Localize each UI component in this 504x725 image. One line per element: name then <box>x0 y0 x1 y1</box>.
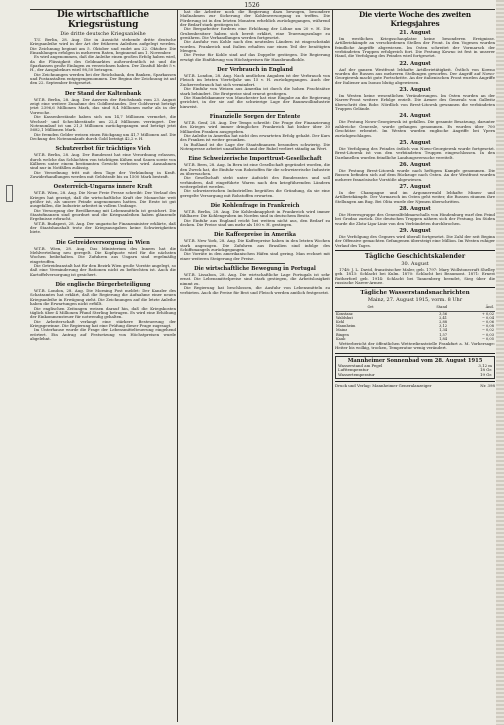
item-value: 18 Gr. <box>480 367 492 373</box>
paragraph: W.T.B. Berlin, 28. Aug. Der Ausweis der Reichsbank vom 23. August zeigt eine weitere Zunahme des Goldbestandes. Der Goldvorrat beträgt jetzt 2396,6 Millionen Mark, das sind 8,4 Millionen mehr als in der Vorwoche. <box>30 96 176 115</box>
table-cell: 2,41 <box>439 315 448 320</box>
paragraph: Die Handelskammer von Manchester hat eine Eingabe an die Regierung gerichtet, in der sie auf die schwierige Lage der Baumwollindustrie hinweist. <box>180 94 330 109</box>
day-report: Im westlichen Kriegsschauplatze keine besonderen Ereignisse. Artilleriekämpfe an verschiedenen Stellen der Front. In den Vogesen wurden feindliche Angriffe abgewiesen. Im Osten schreitet der Vormarsch der verbündeten Truppen erfolgreich fort. Die Festung Kowno ist fest in unserer Hand, die Verfolgung des Feindes wird fortgesetzt. <box>335 36 495 59</box>
table-cell: Konstanz <box>336 311 353 316</box>
paragraph: Die Vorräte in den amerikanischen Häfen sind gering. Man rechnet mit einer weiteren Steigerung der Preise. <box>180 251 330 261</box>
headline-bew: Die wirtschaftliche Bewegung in Portugal <box>194 266 316 273</box>
paragraph: W.T.B. Wien, 28. Aug. Die Neue Freie Presse schreibt: Der Verlauf des Krieges hat gezeigt, daß die wirtschaftliche Kraft der Monarchie weit größer ist, als unsere Feinde angenommen hatten. Die Ernte ist gut ausgefallen, die Industrie arbeitet in vollem Umfange. <box>30 190 176 209</box>
table-cell: − 0,05 <box>481 336 494 341</box>
page-number: 1526 <box>244 2 260 9</box>
paragraph: Die Gesellschaft steht unter Aufsicht des Bundesrates und soll verhindern, daß eingeführte Waren nach den kriegführenden Ländern weitergeleitet werden. <box>180 175 330 189</box>
paragraph: Die Preise für Kohle sind auf das Doppelte gestiegen. Die Regierung erwägt die Einführung von Höchstpreisen für Hausbrandkohle. <box>180 52 330 62</box>
paragraph: Die Regierung hat beschlossen, die Ausfuhr von Lebensmitteln zu verbieten. Auch die Preise für Brot und Fleisch werden amtlich festgesetzt. <box>180 285 330 295</box>
paragraph: Die Ausfuhr von Kohle nach den neutralen Ländern ist eingeschränkt worden. Frankreich und Italien erhalten nur einen Teil der benötigten Mengen. <box>180 39 330 54</box>
water-col-aend: Änd. <box>448 304 495 311</box>
water-col-stand: Stand <box>406 304 448 311</box>
headline-verbr: Der Verbrauch in England <box>217 67 293 74</box>
col1-title: Die wirtschaftliche Kriegsrüstung <box>57 10 149 30</box>
paragraph: Die Arbeiterschaft verlangt eine stärkere Besteuerung der Kriegsgewinne. Die Regierung hat eine Prüfung dieser Frage zugesagt. <box>30 318 176 328</box>
paragraph: T.U. Berlin, 28. Aug. Die in Aussicht stehende dritte deutsche Kriegsanleihe wird in der Art der früheren Anleihen aufgelegt werden. Die Zeichnung beginnt am 5. Oktober und endet am 22. Oktober. Die Einzahlungen erfolgen in mehreren Raten, beginnend am 1. November. <box>30 37 176 56</box>
paragraph: In Rußland ist die Lage der Staatsfinanzen besonders schwierig. Die Notenpresse arbeitet unaufhörlich und der Rubel verliert ständig an Wert. <box>180 141 330 151</box>
paragraph: Die englischen Zeitungen weisen darauf hin, daß die Kriegskosten täglich über 4 Millionen Pfund Sterling betragen. Es wird eine Erhöhung der Einkommensteuer für notwendig gehalten. <box>30 305 176 320</box>
headline-engl: Die englische Bürgerbeteiligung <box>55 282 151 289</box>
day-date: 22. August <box>399 60 431 67</box>
paragraph: W.T.B. London, 28. Aug. Nach amtlichen Angaben ist der Verbrauch von Fleisch im letzten Vierteljahr um 15 v. H. zurückgegangen. Auch der Zuckerverbrauch hat sich vermindert. <box>180 73 330 87</box>
divider <box>225 111 285 112</box>
paragraph: W.T.B. Genf, 28. Aug. Der Temps schreibt: Die Frage der Finanzierung des Krieges wird immer dringlicher. Frankreich hat bisher über 30 Milliarden Franken ausgegeben. <box>180 119 330 134</box>
list-item <box>338 373 492 377</box>
war-week-days <box>335 30 495 248</box>
table-cell: − 0,06 <box>481 319 494 324</box>
paragraph: Die Einfuhr aus England reicht bei weitem nicht aus, den Bedarf zu decken. Die Preise sind um mehr als 100 v. H. gestiegen. <box>180 217 330 228</box>
day-report: Die Festung Brest-Litowsk wurde nach heftigem Kampfe genommen. Die Russen befinden sich auf dem Rückzuge nach Osten. An der Westfront wurden mehrere französische Vorstöße abgewiesen. <box>335 167 495 182</box>
page-edge <box>496 0 504 725</box>
col1-intro <box>30 38 176 86</box>
item-value: 3,12 m <box>478 362 492 368</box>
day-date: 27. August <box>399 183 431 190</box>
calendar-title: Tägliche Geschichtskalender <box>364 253 466 260</box>
paragraph: Die Einfuhr von Weizen aus Amerika ist durch die hohen Frachtsätze stark behindert. Die Brotpreise sind erneut gestiegen. <box>180 86 330 96</box>
table-cell: Mannheim <box>336 324 356 329</box>
divider <box>225 229 285 230</box>
water-title: Tägliche Wasserstandsnachrichten <box>360 290 470 297</box>
divider <box>335 287 495 288</box>
day-report: Die Verfolgung des Gegners wird überall fortgesetzt. Die Zahl der seit Beginn der Offensive gemachten Gefangenen übersteigt eine Million. Im Westen ruhiger Verlauf des Tages. <box>335 233 495 248</box>
item-label: Wasserstand am Pegel <box>338 362 383 368</box>
day-date: 25. August <box>399 139 431 146</box>
table-cell: − 0,02 <box>481 328 494 333</box>
headline-oest: Oesterreich-Ungarns innere Kraft <box>53 184 153 191</box>
paragraph: W.T.B. London, 28. Aug. Die Morning Post meldet: Der Kanzler des Schatzamtes hat erklärt, daß die Regierung die Aufnahme einer neuen Kriegsanleihe in Erwägung zieht. Die Zeichnungen auf die letzte Anleihe haben die Erwartungen nicht erfüllt. <box>30 288 176 307</box>
col1-subtitle: Die dritte deutsche Kriegsanleihe <box>60 31 146 37</box>
paragraph: Die fremden Gelder weisen einen Rückgang um 41,7 Millionen auf. Die Deckung des Notenumlaufs durch Gold beträgt 42,2 v. H. <box>30 131 176 141</box>
table-cell: − 0,08 <box>481 324 494 329</box>
headline-kohl: Die Kohlenfrage in Frankreich <box>210 203 300 210</box>
day-date: 28. August <box>399 205 431 212</box>
table-cell: 1,34 <box>439 328 448 333</box>
paragraph: W.T.B. Budapest, 28. Aug. Der ungarische Finanzminister erklärte, daß der Staatshaushalt trotz der Kriegsausgaben keine Schwierigkeiten biete. <box>30 220 176 235</box>
table-cell: − 0,03 <box>481 332 494 337</box>
paragraph: Die Verordnung tritt mit dem Tage der Verkündung in Kraft. Zuwiderhandlungen werden mit Geldstrafe bis zu 1500 Mark bestraft. <box>30 169 176 179</box>
column-rule-1 <box>177 10 178 722</box>
paragraph: Die Anleihe in Amerika hat nicht den erwarteten Erfolg gehabt. Der Kurs des Franken ist weiter gesunken. <box>180 132 330 143</box>
footer <box>335 384 495 388</box>
paragraph: hat die Arbeiter noch die Regierung dazu bewogen, besondere Maßnahmen zur Sicherung der Kohlenversorgung zu treffen. Die Förderung ist in den letzten Monaten erheblich zurückgegangen, während der Bedarf stark gestiegen ist. <box>180 10 330 28</box>
divider <box>335 250 495 251</box>
divider <box>225 200 285 201</box>
divider <box>74 181 132 182</box>
paragraph: W.T.B. New York, 28. Aug. Die Kaffeepreise haben in den letzten Wochen stark angezogen. Die Zufuhren aus Brasilien sind infolge des Schiffsmangels zurückgegangen. <box>180 238 330 253</box>
table-cell: Bingen <box>336 332 349 337</box>
col3-title: Die vierte Woche des zweiten Kriegsjahres <box>359 10 471 28</box>
water-subtitle: Mainz, 27. August 1915, vorm. 8 Uhr <box>367 297 463 304</box>
day-date: 23. August <box>399 87 431 94</box>
divider <box>225 153 285 154</box>
paragraph: Die Bergarbeiter fordern eine Erhöhung der Löhne um 20 v. H. Die Grubenbesitzer haben sich bereit erklärt, eine Teuerungszulage zu gewähren. Die Verhandlungen werden fortgesetzt. <box>180 26 330 41</box>
sonnenbad-title: Mannheimer Sonnenbad vom 28. August 1915 <box>347 357 483 364</box>
paragraph: W.T.B. Bern, 28. Aug. In Bern ist eine Gesellschaft gegründet worden, die den Zweck hat, die Einfuhr von Rohstoffen für die schweizerische Industrie zu überwachen. <box>180 162 330 176</box>
day-report: Die Verfolgung des Feindes östlich von Nowo-Georgiewsk wurde fortgesetzt. Brest-Litowsk ist von den verbündeten Truppen eingeschlossen. In den Dardanellen wurden feindliche Landungsversuche vereitelt. <box>335 145 495 160</box>
day-report: Die Heeresgruppe des Generalfeldmarschalls von Hindenburg warf den Feind bei Grodno zurück. Die deutschen Truppen nähern sich der Festung. Im Süden wurde die Zlota-Lipa-Linie von den Verbündeten durchbrochen. <box>335 211 495 226</box>
day-report: Die Festung Nowo-Georgiewsk ist gefallen. Die gesamte Besatzung, darunter zahlreiche Generale, wurde gefangen genommen. Es wurden über 700 Geschütze erbeutet. Im Westen wurden englische Angriffe bei Ypern zurückgeschlagen. <box>335 119 495 138</box>
footer-right: Nr. 398 <box>480 382 495 388</box>
divider <box>335 381 495 382</box>
paragraph: W.T.B. Wien, 28. Aug. Das Ministerium des Innern hat die Mehlverteilung neu geregelt. Die Kopfquote wird für die nächsten Wochen beibehalten. Die Zufuhren aus Ungarn sind regelmäßig eingetroffen. <box>30 245 176 264</box>
divider <box>74 88 132 89</box>
day-report: Im Westen keine wesentlichen Veränderungen. Im Osten wurden an der Narew-Front weitere Erfolge erzielt. Die Armee des Generals von Gallwitz überschritt den Bobr. Nördlich von Brest-Litowsk gewannen die verbündeten Truppen Gelände. <box>335 93 495 112</box>
table-cell: Kaub <box>336 336 346 341</box>
item-label: Lufttemperatur <box>338 367 369 373</box>
table-cell: 3,56 <box>439 311 448 316</box>
headline-getr: Die Getreideversorgung in Wien <box>56 239 150 246</box>
water-table <box>335 304 495 341</box>
column-2 <box>180 10 330 722</box>
divider <box>335 353 495 354</box>
paragraph: W.T.B. Berlin, 28. Aug. Die Kohlenknappheit in Frankreich wird immer fühlbarer. Die Kohlengruben im Norden sind in deutschem Besitz. <box>180 209 330 219</box>
headline-kaffee: Die Kaffeepreise in Amerika <box>214 232 296 239</box>
column-1 <box>30 10 176 722</box>
day-date: 21. August <box>399 30 431 36</box>
sonnenbad-box <box>335 356 495 379</box>
column-3 <box>335 10 495 722</box>
calendar-text: 1748: J. L. David, französischer Maler, geb. 1797: Mary Wollstonecraft Shelley geb. 1813: Schlacht bei Kulm. 1870: Schlacht bei Beaumont. 1871: Ernest Rutherford geb. 1914: Schlacht bei Tannenberg beendet, Sieg über die russische Narew-Armee. <box>335 267 495 286</box>
paragraph: Es wird angenommen, daß die Anleihe einen großen Erfolg haben wird, da die Flüssigkeit des Geldmarktes außerordentlich ist und die Sparkassen große Einlagen zu verzeichnen haben. Der Zinsfuß bleibt 5 v. H., der Ausgabekurs wird 98,50 betragen. <box>30 54 176 73</box>
paragraph: W.T.B. Lissabon, 28. Aug. Die wirtschaftliche Lage Portugals ist sehr ernst. Die Lebensmittelpreise sind stark gestiegen, die Arbeitslosigkeit nimmt zu. <box>180 272 330 286</box>
table-cell: 2,88 <box>439 319 448 324</box>
table-cell: Mainz <box>336 328 348 333</box>
divider <box>74 143 132 144</box>
calendar-date: 30. August <box>401 261 429 267</box>
divider <box>74 237 132 238</box>
item-value: 19 Gr. <box>480 371 492 377</box>
divider <box>225 64 285 65</box>
headline-schutz: Schutzverbot für trächtiges Vieh <box>55 146 151 153</box>
binding-mark <box>6 185 13 202</box>
paragraph: Die Versorgung der Bevölkerung mit Lebensmitteln ist gesichert. Die Staatsfinanzen sind geordnet und die Kriegsanleihen haben glänzende Ergebnisse erbracht. <box>30 207 176 222</box>
divider <box>74 279 132 280</box>
table-cell: + 0,02 <box>481 311 494 316</box>
water-note: Wetterbericht der öffentlichen Wetterdienststelle Frankfurt a. M. Vorhersage: Heiter bis wolkig, trocken, Temperatur wenig verändert. <box>335 341 495 351</box>
item-label: Wassertemperatur <box>338 371 375 377</box>
paragraph: Im Unterhause wurde die Frage der Lebensmittelteuerung eingehend erörtert. Ein Antrag auf Festsetzung von Höchstpreisen wurde abgelehnt. <box>30 327 176 341</box>
headline-schw: Eine Schweizerische Importtrust-Gesellschaft <box>188 156 322 163</box>
paragraph: Die Getreideanstalt hat für den Bezirk Wien große Vorräte angelegt, so daß eine Verminderung der Rationen nicht zu befürchten ist. Auch die Kartoffelversorgung ist gesichert. <box>30 263 176 277</box>
day-date: 26. August <box>399 161 431 168</box>
day-date: 29. August <box>399 227 431 234</box>
divider <box>225 263 285 264</box>
column-rule-2 <box>332 10 333 722</box>
paragraph: Die Kassenbestände haben sich um 14,7 Millionen vermehrt, die Wechsel- und Scheckbestände um 22,4 Millionen verringert. Der Notenumlauf ist um 21,3 Millionen zurückgegangen und beträgt jetzt 5682,1 Millionen Mark. <box>30 114 176 133</box>
paragraph: W.T.B. Berlin, 28. Aug. Der Bundesrat hat eine Verordnung erlassen, durch welche das Schlachten von trächtigen Kühen und Sauen sowie von Kälbern unter einem bestimmten Gewicht verboten wird. Ausnahmen sind nur in Notfällen zulässig. <box>30 152 176 171</box>
day-date: 24. August <box>399 113 431 120</box>
day-report: Auf der ganzen Westfront lebhafte Artillerietätigkeit. Östlich von Kowno wurden die Russen aus mehreren Stellungen geworfen. Der Angriff auf Nowo-Georgiewsk macht gute Fortschritte. An der italienischen Front wurden Angriffe der Italiener am Isonzo blutig abgewiesen. <box>335 66 495 85</box>
footer-left: Druck und Verlag: Mannheimer Generalanzeiger <box>335 382 432 388</box>
table-cell: 1,57 <box>439 332 448 337</box>
headline-finanz: Finanzielle Sorgen der Entente <box>209 113 301 120</box>
water-col-ort: Ort <box>335 304 406 311</box>
headline-stand: Der Stand der Kaltenbank <box>64 90 142 97</box>
table-cell: Waldshut <box>336 315 353 320</box>
day-report: In der Champagne und im Argonnerwald lebhafte Minen- und Artilleriekämpfe. Der Vormarsch im Osten geht weiter, die Russen räumen ihre Stellungen am Bug. Bei Olita wurde der Njemen überschritten. <box>335 189 495 204</box>
table-cell: Kehl <box>336 319 345 324</box>
table-cell: 3,12 <box>439 324 448 329</box>
paragraph: Die schweizerischen Industriellen begrüßen die Gründung, da sie eine geregelte Versorgung mit Rohstoffen erwarten. <box>180 188 330 198</box>
table-cell: − 0,04 <box>481 315 494 320</box>
paragraph: Die Zeichnungen werden bei der Reichsbank, den Banken, Sparkassen und Postanstalten entgegengenommen. Der Beginn der Zeichnung ist auf den 22. September festgesetzt. <box>30 71 176 86</box>
table-cell: 1,84 <box>439 336 448 341</box>
